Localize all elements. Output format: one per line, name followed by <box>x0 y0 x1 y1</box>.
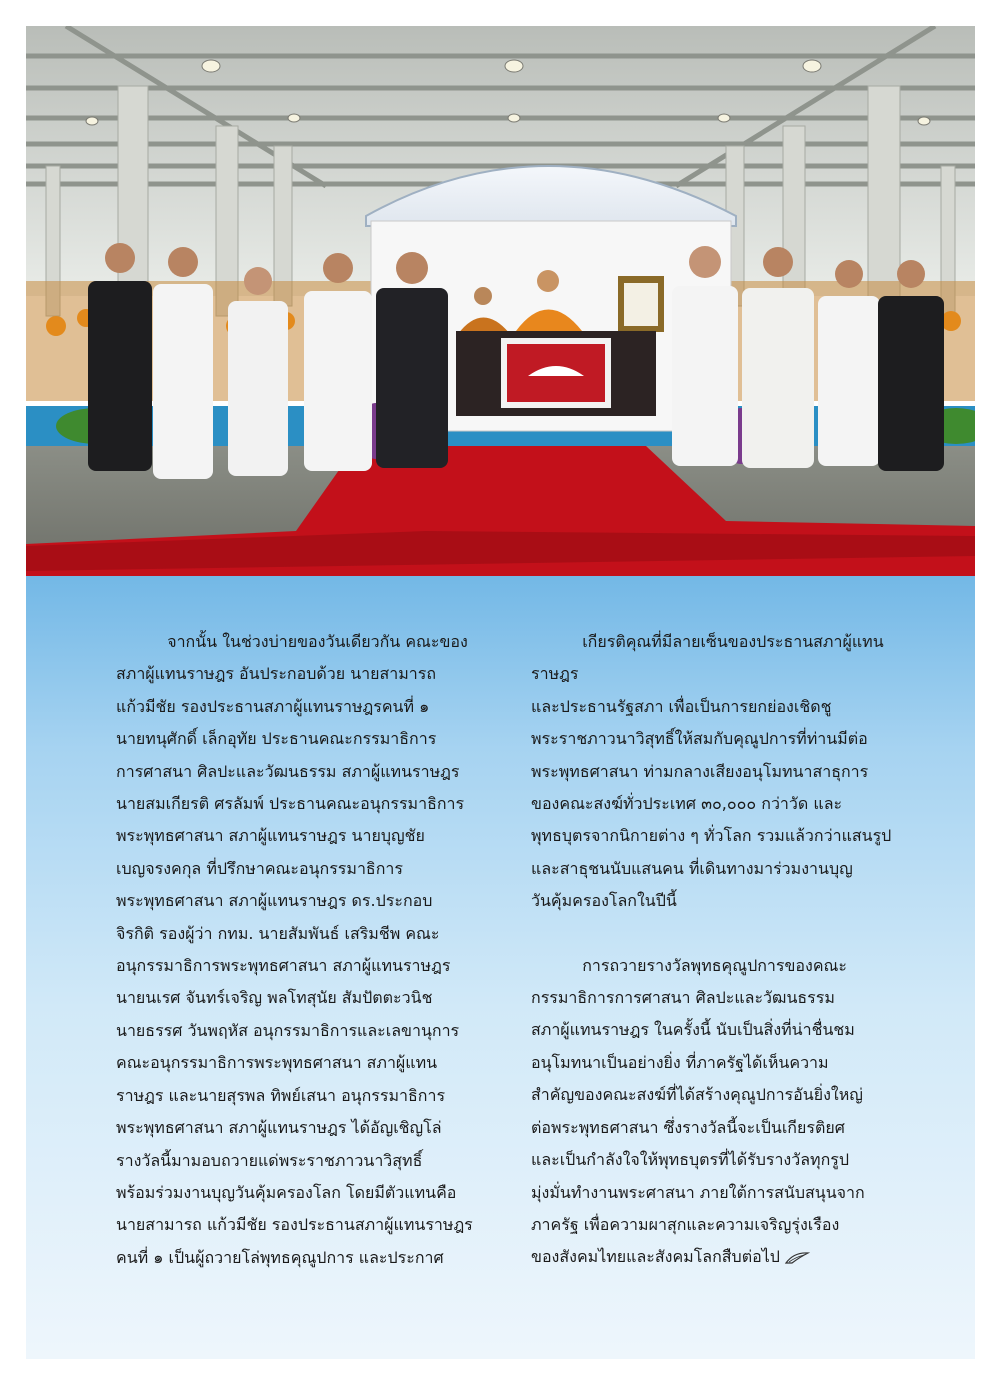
ceremony-photo <box>26 26 975 576</box>
paragraph-gap <box>531 918 907 950</box>
article-text-panel <box>26 576 975 1359</box>
leaf-end-mark-icon <box>784 1251 810 1265</box>
article-paragraph-final <box>531 950 907 1274</box>
article-paragraph: จากนั้น ในช่วงบ่ายของวันเดียวกัน คณะของ สภาผู้แทนราษฎร อันประกอบด้วย นายสามารถ แก้วมีชัย รองประธานสภาผู้แทนราษฎรคนที่ ๑ นายทนุศักดิ์ เล็กอุทัย ประธานคณะกรรมาธิการ การศาสนา ศิลปะและวัฒนธรรม สภาผู้แทนราษฎร นายสมเกียรติ ศรลัมพ์ ประธานคณะอนุกรรมาธิการ พระพุทธศาสนา สภาผู้แทนราษฎร นายบุญชัย เบญจรงคกุล ที่ปรึกษาคณะอนุกรรมาธิการ พระพุทธศาสนา สภาผู้แทนราษฎร ดร.ประกอบ จิรกิติ รองผู้ว่า กทม. นายสัมพันธ์ เสริมชีพ คณะ อนุกรรมาธิการพระพุทธศาสนา สภาผู้แทนราษฎร นายนเรศ จันทร์เจริญ พลโทสุนัย สัมปัตตะวนิช นายธรรศ วันพฤหัส อนุกรรมาธิการและเลขานุการ คณะอนุกรรมาธิการพระพุทธศาสนา สภาผู้แทน ราษฎร และนายสุรพล ทิพย์เสนา อนุกรรมาธิการ พระพุทธศาสนา สภาผู้แทนราษฎร ได้อัญเชิญโล่ รางวัลนี้มามอบถวายแด่พระราชภาวนาวิสุทธิ์ พร้อมร่วมงานบุญวันคุ้มครองโลก โดยมีตัวแทนคือ นายสามารถ แก้วมีชัย รองประธานสภาผู้แทนราษฎร คนที่ ๑ เป็นผู้ถวายโล่พุทธคุณูปการ และประกาศ <box>116 632 473 1267</box>
article-paragraph-final-text: การถวายรางวัลพุทธคุณูปการของคณะ กรรมาธิการการศาสนา ศิลปะและวัฒนธรรม สภาผู้แทนราษฎร ในครั้งนี้ นับเป็นสิ่งที่น่าชื่นชม อนุโมทนาเป็นอย่างยิ่ง ที่ภาครัฐได้เห็นความ สำคัญของคณะสงฆ์ที่ได้สร้างคุณูปการอันยิ่งใหญ่ ต่อพระพุทธศาสนา ซึ่งรางวัลนี้จะเป็นเกียรติยศ และเป็นกำลังใจให้พุทธบุตรที่ได้รับรางวัลทุกรูป มุ่งมั่นทำงานพระศาสนา ภายใต้การสนับสนุนจาก ภาครัฐ เพื่อความผาสุกและความเจริญรุ่งเรือง ของสังคมไทยและสังคมโลกสืบต่อไป <box>531 955 865 1267</box>
article-right-column <box>531 626 907 1274</box>
page-frame <box>26 26 975 1359</box>
article-paragraph: เกียรติคุณที่มีลายเซ็นของประธานสภาผู้แทนราษฎร และประธานรัฐสภา เพื่อเป็นการยกย่องเชิดชู พระราชภาวนาวิสุทธิ์ให้สมกับคุณูปการที่ท่านมีต่อ พระพุทธศาสนา ท่ามกลางเสียงอนุโมทนาสาธุการ ของคณะสงฆ์ทั่วประเทศ ๓๐,๐๐๐ กว่าวัด และ พุทธบุตรจากนิกายต่าง ๆ ทั่วโลก รวมแล้วกว่าแสนรูป และสาธุชนนับแสนคน ที่เดินทางมาร่วมงานบุญ วันคุ้มครองโลกในปีนี้ <box>531 632 892 911</box>
article-left-column <box>116 626 492 1274</box>
